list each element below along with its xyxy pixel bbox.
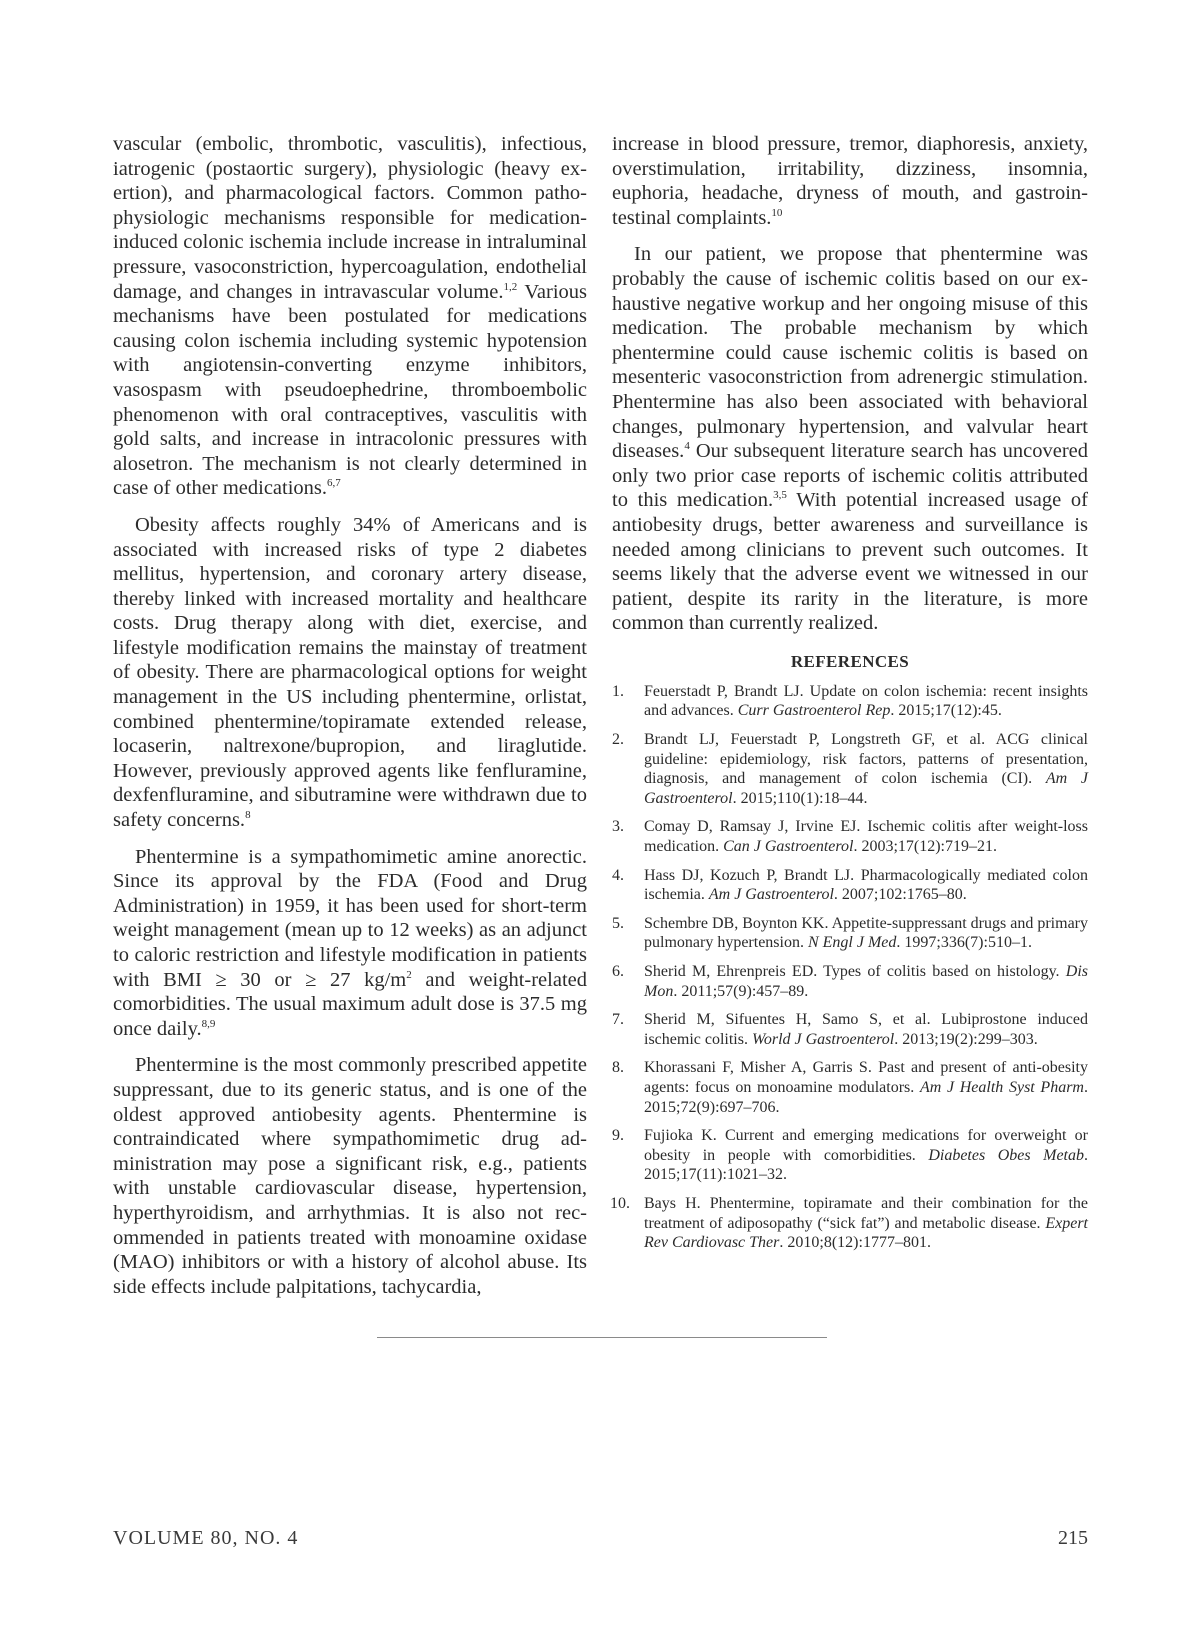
- reference-citation: Sherid M, Ehrenpreis ED. Types of colitis based on histology.: [644, 963, 1066, 980]
- reference-citation: Hass DJ, Kozuch P, Brandt LJ. Pharmacologically mediated colon ischemia.: [644, 866, 1088, 904]
- citation-superscript: 10: [771, 206, 783, 219]
- left-column: [113, 132, 587, 1311]
- paragraph-text: Various mechanisms have been postulated for medications causing colon ischemia including systemic hypotension with angiotensin-converting enzyme inhibitors, vasospasm with pseudoephedrine, thromboembolic phenomenon with oral contraceptives, vasculitis with gold salts, and increase in intracolonic pressures with alosetron. The mechanism is not clearly determined in case of other medications.: [113, 280, 587, 500]
- reference-number: 6.: [612, 963, 624, 980]
- reference-number: 4.: [612, 866, 624, 884]
- reference-citation: Fujioka K. Current and emerging medications for overweight or obesity in people with comorbidities.: [644, 1127, 1088, 1164]
- citation-superscript: 8,9: [201, 1017, 216, 1030]
- reference-number: 1.: [612, 682, 624, 700]
- reference-details: . 2007;102:1765–80.: [833, 886, 967, 904]
- right-body-text: [612, 132, 1088, 636]
- citation-superscript: 1,2: [503, 280, 518, 293]
- reference-details: . 2015;72(9):697–706.: [644, 1078, 1088, 1116]
- reference-item: [612, 1126, 1088, 1185]
- reference-item: [612, 1010, 1088, 1049]
- reference-details: . 2013;19(2):299–303.: [894, 1030, 1038, 1048]
- reference-item: [612, 866, 1088, 905]
- reference-details: . 2015;17(11):1021–32.: [644, 1146, 1088, 1184]
- paragraph-text: Phentermine is a sympathomimetic amine anorectic. Since its approval by the FDA (Food and Drug Administration) in 1959, it has been used for short-term weight management (mean up to 12 weeks) as an adjunct to caloric restriction and lifestyle modification in patients with BMI ≥ 30 or ≥ 27 kg/m: [113, 845, 587, 991]
- body-paragraph: [612, 132, 1088, 230]
- page-number: 215: [1058, 1527, 1088, 1549]
- paragraph-text: With potential increased usage of antiobesity drugs, better awareness and surveillance is needed among clinicians to prevent such outcomes. It seems likely that the adverse event we witnessed in our patient, despite its rarity in the literature, is more common than currently realized.: [612, 489, 1088, 635]
- reference-journal: World J Gastroenterol: [751, 1030, 895, 1048]
- paragraph-text: In our patient, we propose that phentermine was probably the cause of ischemic colitis based on our exhaustive negative workup and her ongoing misuse of this medication. The probable mechanism by which phentermine could cause ischemic colitis is based on mesenteric vasoconstriction from adrenergic stimulation. Phentermine has also been associated with behavioral changes, pulmonary hypertension, and valvular heart diseases.: [612, 243, 1088, 463]
- right-column: [612, 132, 1088, 1262]
- paragraph-text: vascular (embolic, thrombotic, vasculitis), infectious, iatrogenic (postaortic surgery), physiologic (heavy exertion), and pharmacological factors. Common pathophysiologic mechanisms responsible for medication-induced colonic ischemia include increase in intraluminal pressure, vasoconstriction, hypercoagulation, endothelial damage, and changes in intravascular volume.: [113, 133, 587, 303]
- reference-citation: Bays H. Phentermine, topiramate and their combination for the treatment of adiposopathy (“sick fat”) and metabolic disease.: [644, 1194, 1088, 1232]
- reference-number: 8.: [612, 1059, 624, 1077]
- reference-journal: Am J Health Syst Pharm: [919, 1078, 1084, 1096]
- reference-item: [612, 1058, 1088, 1117]
- reference-details: . 2015;17(12):45.: [890, 702, 1002, 720]
- references-heading: REFERENCES: [790, 651, 910, 671]
- reference-details: . 1997;336(7):510–1.: [896, 934, 1032, 952]
- reference-item: [612, 817, 1088, 856]
- reference-journal: Diabetes Obes Metab: [928, 1146, 1084, 1164]
- reference-citation: Comay D, Ramsay J, Irvine EJ. Ischemic colitis after weight-loss medication.: [644, 818, 1088, 856]
- citation-superscript: 3,5: [773, 489, 787, 502]
- reference-journal: N Engl J Med: [807, 934, 897, 952]
- paragraph-text: Obesity affects roughly 34% of Americans and is associated with increased risks of type 2 diabetes mellitus, hypertension, and coronary artery disease, thereby linked with increased mortality and healthcare costs. Drug therapy along with diet, exercise, and lifestyle modification remains the mainstay of treatment of obesity. There are pharmacological options for weight management in the US including phentermine, orlistat, combined phentermine/topiramate extended release, locaserin, naltrexone/bupropion, and liraglutide. However, previously approved agents like fenfluramine, dexfenfluramine, and sibutramine were withdrawn due to safety concerns.: [113, 513, 587, 832]
- reference-number: 7.: [612, 1011, 624, 1029]
- reference-citation: Feuerstadt P, Brandt LJ. Update on colon ischemia: recent insights and advances.: [644, 682, 1088, 720]
- left-body-text: [113, 132, 587, 1299]
- reference-journal: Can J Gastroenterol: [723, 838, 854, 856]
- reference-citation: Schembre DB, Boynton KK. Appetite-suppressant drugs and primary pulmonary hypertension.: [644, 914, 1088, 952]
- reference-journal: Curr Gastroenterol Rep: [737, 702, 891, 720]
- body-paragraph: [113, 845, 587, 1042]
- footer-volume: VOLUME 80, NO. 4: [113, 1527, 299, 1549]
- reference-item: [612, 730, 1088, 808]
- body-paragraph: [113, 132, 587, 501]
- reference-citation: Brandt LJ, Feuerstadt P, Longstreth GF, et al. ACG clinical guideline: epidemiology, risk factors, patterns of presentation, diagnosis, and management of colon ischemia (CI).: [644, 731, 1088, 788]
- citation-superscript: 2: [406, 968, 412, 981]
- reference-journal: Am J Gastroenterol: [708, 886, 834, 904]
- citation-superscript: 4: [684, 440, 690, 453]
- paragraph-text: and weight-related comorbidities. The usual maximum adult dose is 37.5 mg once daily.: [113, 968, 587, 1040]
- citation-superscript: 8: [245, 809, 251, 822]
- paragraph-text: Our subsequent literature search has uncovered only two prior case reports of ischemic colitis attributed to this medication.: [612, 440, 1088, 512]
- reference-journal: Expert Rev Cardiovasc Ther: [644, 1214, 1088, 1252]
- section-divider: [377, 1337, 827, 1338]
- reference-citation: Sherid M, Sifuentes H, Samo S, et al. Lubiprostone induced ischemic colitis.: [644, 1011, 1088, 1048]
- reference-journal: Am J Gastroenterol: [644, 770, 1088, 807]
- reference-item: [612, 962, 1088, 1001]
- reference-number: 9.: [612, 1127, 624, 1145]
- body-paragraph: [113, 1053, 587, 1299]
- reference-details: . 2010;8(12):1777–801.: [779, 1234, 931, 1252]
- body-paragraph: [113, 513, 587, 833]
- reference-details: . 2015;110(1):18–44.: [732, 789, 868, 807]
- reference-citation: Khorassani F, Misher A, Garris S. Past and present of anti-obesity agents: focus on monoamine modulators.: [644, 1059, 1088, 1096]
- body-paragraph: [612, 242, 1088, 636]
- reference-number: 10.: [610, 1194, 630, 1212]
- citation-superscript: 6,7: [327, 477, 341, 490]
- reference-number: 3.: [612, 818, 624, 836]
- reference-journal: Dis Mon: [644, 963, 1088, 1000]
- paragraph-text: increase in blood pressure, tremor, diaphoresis, anxiety, overstimulation, irritability, dizziness, insomnia, euphoria, headache, dryness of mouth, and gastrointestinal complaints.: [612, 133, 1088, 229]
- reference-item: [612, 682, 1088, 721]
- reference-number: 2.: [612, 731, 624, 749]
- reference-number: 5.: [612, 914, 624, 932]
- reference-item: [612, 914, 1088, 953]
- paragraph-text: Phentermine is the most commonly prescribed appetite suppressant, due to its generic status, and is one of the oldest approved antiobesity agents. Phentermine is contraindicated where sympathomimetic drug administration may pose a significant risk, e.g., patients with unstable cardiovascular disease, hypertension, hyperthyroidism, and arrhythmias. It is also not recommended in patients treated with monoamine oxidase (MAO) inhibitors or with a history of alcohol abuse. Its side effects include palpitations, tachycardia,: [113, 1054, 587, 1298]
- reference-details: . 2011;57(9):457–89.: [673, 982, 809, 1000]
- reference-item: [612, 1194, 1088, 1253]
- reference-list: [612, 682, 1088, 1253]
- reference-details: . 2003;17(12):719–21.: [853, 838, 997, 856]
